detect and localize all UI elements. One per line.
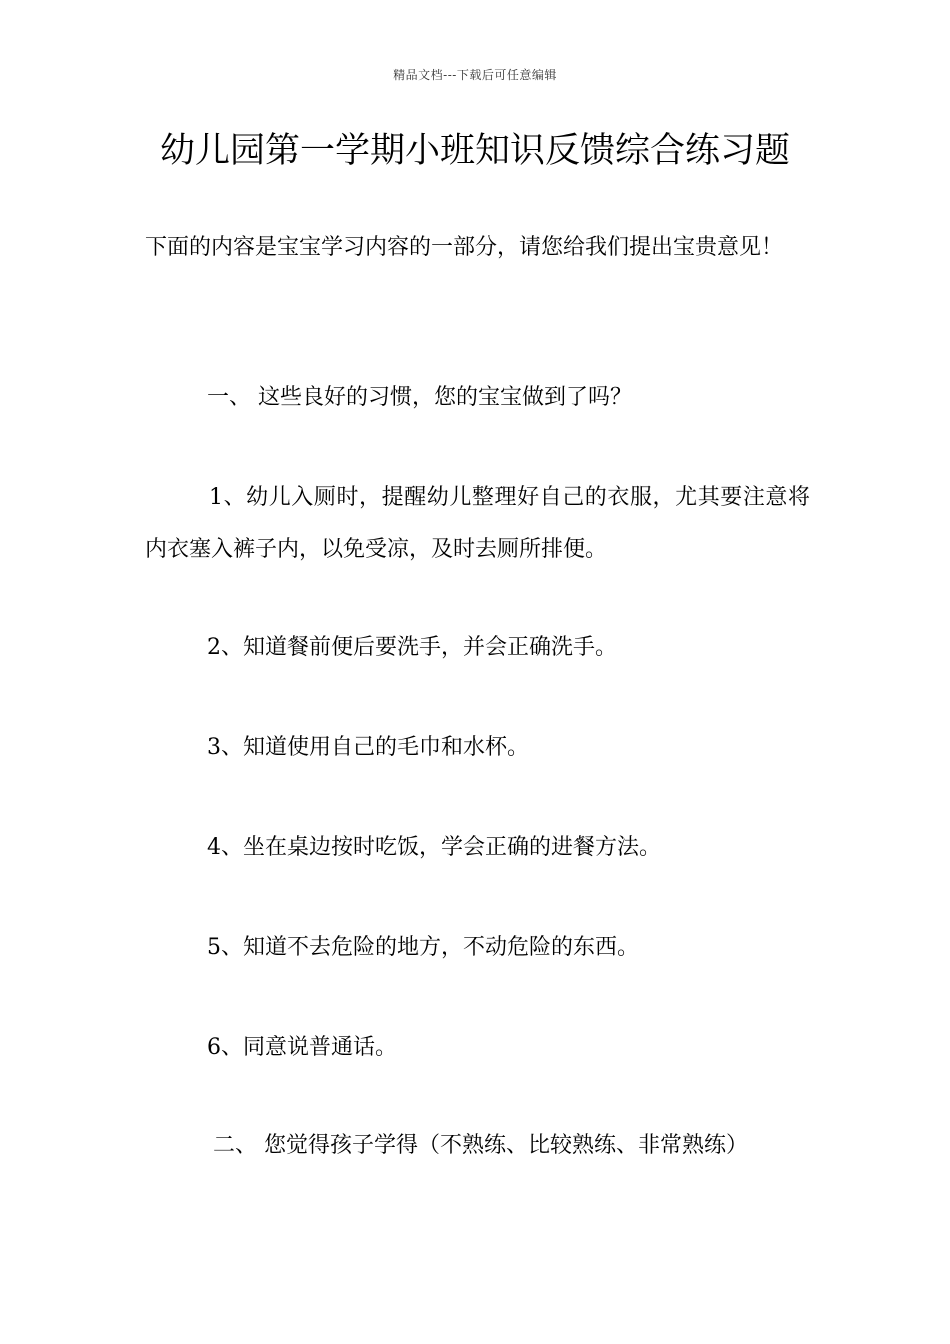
intro-paragraph: 下面的内容是宝宝学习内容的一部分，请您给我们提出宝贵意见！	[145, 235, 784, 260]
list-item: 6、同意说普通话。	[207, 1035, 397, 1060]
list-item: 3、知道使用自己的毛巾和水杯。	[207, 735, 529, 760]
list-item: 1、幼儿入厕时，提醒幼儿整理好自己的衣服，尤其要注意将内衣塞入裤子内，以免受凉，及时去厕所排便。	[145, 485, 810, 562]
list-item: 4、坐在桌边按时吃饭，学会正确的进餐方法。	[207, 835, 661, 860]
list-item: 2、知道餐前便后要洗手，并会正确洗手。	[207, 635, 617, 660]
section-heading-habits: 一、 这些良好的习惯，您的宝宝做到了吗？	[207, 385, 632, 410]
section-heading-proficiency: 二、 您觉得孩子学得（不熟练、比较熟练、非常熟练）	[213, 1133, 748, 1158]
document-title: 幼儿园第一学期小班知识反馈综合练习题	[159, 131, 790, 171]
header-note: 精品文档---下载后可任意编辑	[393, 68, 557, 82]
list-item: 5、知道不去危险的地方，不动危险的东西。	[207, 935, 639, 960]
